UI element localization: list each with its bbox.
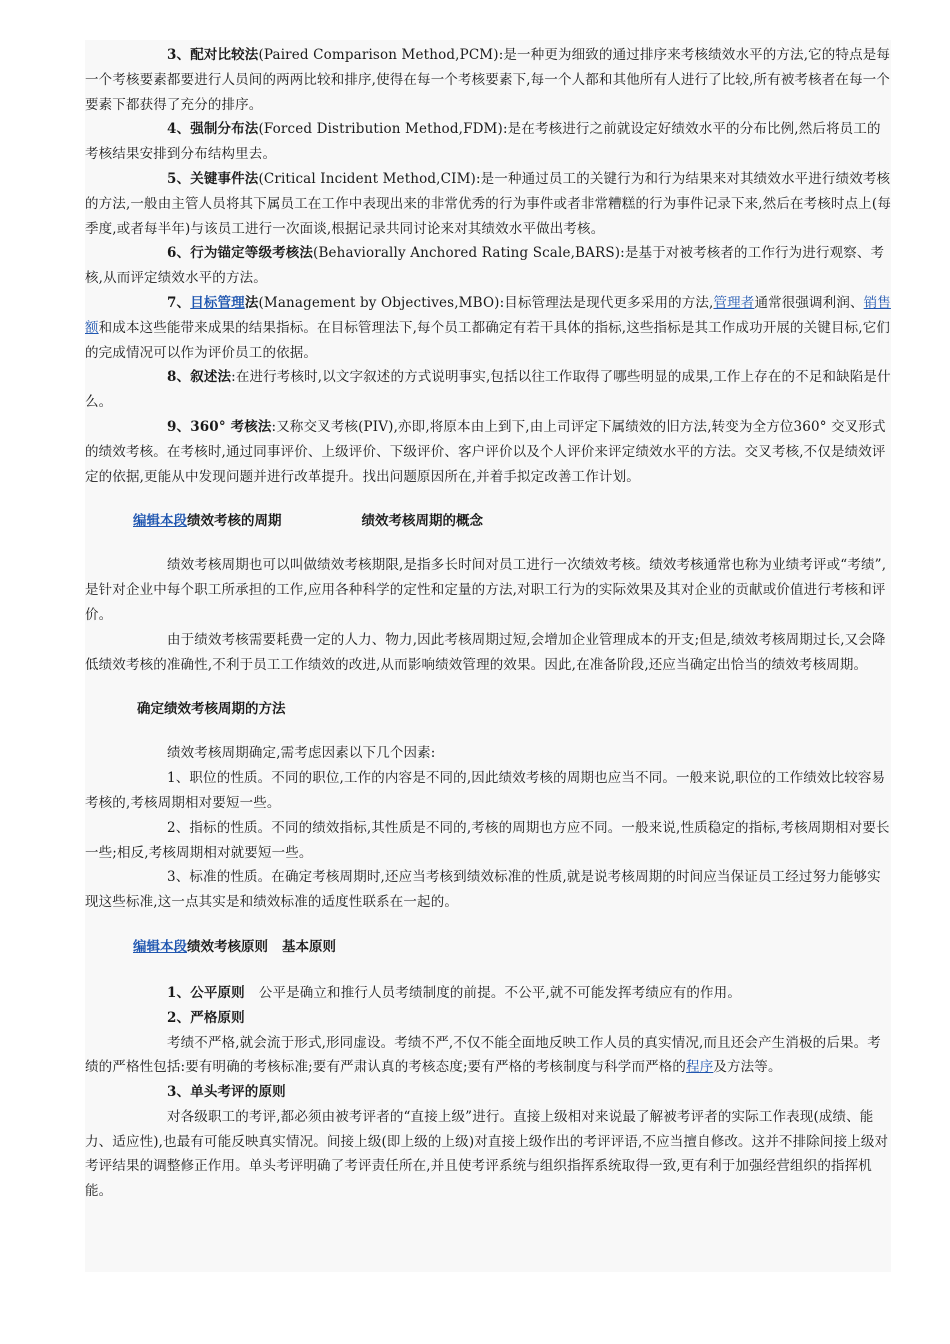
method-title: 8、叙述法 xyxy=(167,369,232,386)
section-title: 确定绩效考核周期的方法 xyxy=(137,701,286,718)
factor-standard: 3、标准的性质。在确定考核周期时,还应当考核到绩效标准的性质,就是说考核周期的时间应当保证员工经过努力能够实现这些标准,这一点其实是和绩效标准的适度性联系在一起的。 xyxy=(85,869,881,911)
method-title: 6、行为锚定等级考核法 xyxy=(167,245,314,262)
method-paired-comparison xyxy=(85,43,891,117)
method-text: (Behaviorally Anchored Rating Scale,BARS):是基于对被考核者的工作行为进行观察、考核,从而评定绩效水平的方法。 xyxy=(85,245,885,287)
method-narrative xyxy=(85,365,891,415)
method-number: 7、 xyxy=(167,294,191,311)
method-mbo xyxy=(85,291,891,365)
section-subtitle: 绩效考核周期的概念 xyxy=(361,513,483,530)
section-title: 绩效考核的周期 xyxy=(187,513,282,530)
principle-text: 及方法等。 xyxy=(713,1059,782,1076)
cycle-tradeoff: 由于绩效考核需要耗费一定的人力、物力,因此考核周期过短,会增加企业管理成本的开支;但是,绩效考核周期过长,又会降低绩效考核的准确性,不利于员工工作绩效的改进,从而影响绩效管理的效果。因此,在准备阶段,还应当确定出恰当的绩效考核周期。 xyxy=(85,631,886,673)
method-forced-distribution xyxy=(85,117,891,167)
principle-fairness xyxy=(85,981,891,1006)
principle-strict-title xyxy=(85,1006,891,1031)
method-title: 9、360° 考核法 xyxy=(167,418,272,435)
edit-section-link[interactable]: 编辑本段 xyxy=(133,513,187,530)
method-title-suffix: 法 xyxy=(244,294,259,311)
factor-indicator: 2、指标的性质。不同的绩效指标,其性质是不同的,考核的周期也方应不同。一般来说,性质稳定的指标,考核周期相对要长一些;相反,考核周期相对就要短一些。 xyxy=(85,819,890,861)
section-heading-cycle xyxy=(85,509,891,533)
principle-text: 公平是确立和推行人员考绩制度的前提。不公平,就不可能发挥考绩应有的作用。 xyxy=(258,984,741,1001)
method-360 xyxy=(85,415,891,489)
principle-title: 3、单头考评的原则 xyxy=(167,1084,286,1101)
method-title: 4、强制分布法 xyxy=(167,121,259,138)
section-heading-principles xyxy=(85,935,891,959)
principle-single-text: 对各级职工的考评,都必须由被考评者的“直接上级”进行。直接上级相对来说最了解被考评者的实际工作表现(成绩、能力、适应性),也最有可能反映真实情况。间接上级(即上级的上级)对直接上级作出的考评评语,不应当擅自修改。这并不排除间接上级对考评结果的调整修正作用。单头考评明确了考评责任所在,并且使考评系统与组织指挥系统取得一致,更有利于加强经营组织的指挥机能。 xyxy=(85,1108,889,1200)
factor-position: 1、职位的性质。不同的职位,工作的内容是不同的,因此绩效考核的周期也应当不同。一般来说,职位的工作绩效比较容易考核的,考核周期相对要短一些。 xyxy=(85,770,886,811)
method-bars xyxy=(85,241,891,291)
section-title: 绩效考核原则 xyxy=(187,938,268,955)
method-text: (Forced Distribution Method,FDM):是在考核进行之前就设定好绩效水平的分布比例,然后将员工的考核结果安排到分布结构里去。 xyxy=(85,121,881,163)
edit-section-link[interactable]: 编辑本段 xyxy=(133,938,187,955)
factors-intro: 绩效考核周期确定,需考虑因素以下几个因素: xyxy=(167,745,436,762)
section-heading-cycle-method xyxy=(85,697,891,721)
method-text: :又称交叉考核(PIV),亦即,将原本由上到下,由上司评定下属绩效的旧方法,转变为全方位360° 交叉形式的绩效考核。在考核时,通过同事评价、上级评价、下级评价、客户评价以及个人评价来评定绩效水平的方法。交叉考核,不仅是绩效评定的依据,更能从中发现问题并进行改革提升。找出问题原因所在,并着手拟定改善工作计划。 xyxy=(85,418,886,485)
method-text: (Management by Objectives,MBO):目标管理法是现代更多采用的方法, xyxy=(258,294,714,311)
section-subtitle: 基本原则 xyxy=(282,938,336,955)
method-title: 5、关键事件法 xyxy=(167,170,259,187)
method-critical-incident xyxy=(85,167,891,241)
link-manager[interactable]: 管理者 xyxy=(713,294,755,311)
method-text: :在进行考核时,以文字叙述的方式说明事实,包括以往工作取得了哪些明显的成果,工作上存在的不足和缺陷是什么。 xyxy=(85,369,891,411)
method-text: 通常很强调利润、 xyxy=(754,294,864,311)
principle-title: 2、严格原则 xyxy=(167,1009,245,1026)
link-procedure[interactable]: 程序 xyxy=(686,1059,714,1076)
method-title: 3、配对比较法 xyxy=(167,47,259,63)
principle-strict-text xyxy=(85,1031,891,1081)
principle-title: 1、公平原则 xyxy=(167,984,245,1001)
article-body xyxy=(85,40,891,1272)
cycle-definition: 绩效考核周期也可以叫做绩效考核期限,是指多长时间对员工进行一次绩效考核。绩效考核通常也称为业绩考评或“考绩”,是针对企业中每个职工所承担的工作,应用各种科学的定性和定量的方法,对职工行为的实际效果及其对企业的贡献或价值进行考核和评价。 xyxy=(85,557,887,623)
link-objective-management[interactable]: 目标管理 xyxy=(190,294,245,311)
principle-text: 考绩不严格,就会流于形式,形同虚设。考绩不严,不仅不能全面地反映工作人员的真实情况,而且还会产生消极的后果。考绩的严格性包括:要有明确的考核标准;要有严肃认真的考核态度;要有严格的考核制度与科学而严格的 xyxy=(85,1034,881,1076)
method-text: 和成本这些能带来成果的结果指标。在目标管理法下,每个员工都确定有若干具体的指标,这些指标是其工作成功开展的关键目标,它们的完成情况可以作为评价员工的依据。 xyxy=(85,319,891,361)
principle-single-title xyxy=(85,1080,891,1105)
method-text: (Critical Incident Method,CIM):是一种通过员工的关键行为和行为结果来对其绩效水平进行绩效考核的方法,一般由主管人员将其下属员工在工作中表现出来的非常优秀的行为事件或者非常糟糕的行为事件记录下来,然后在考核时点上(每季度,或者每半年)与该员工进行一次面谈,根据记录共同讨论来对其绩效水平做出考核。 xyxy=(85,170,891,237)
link-sales[interactable]: 销售额 xyxy=(85,294,891,336)
method-text: (Paired Comparison Method,PCM):是一种更为细致的通过排序来考核绩效水平的方法,它的特点是每一个考核要素都要进行人员间的两两比较和排序,使得在每一个考核要素下,每一个人都和其他所有人进行了比较,所有被考核者在每一个要素下都获得了充分的排序。 xyxy=(85,47,891,113)
